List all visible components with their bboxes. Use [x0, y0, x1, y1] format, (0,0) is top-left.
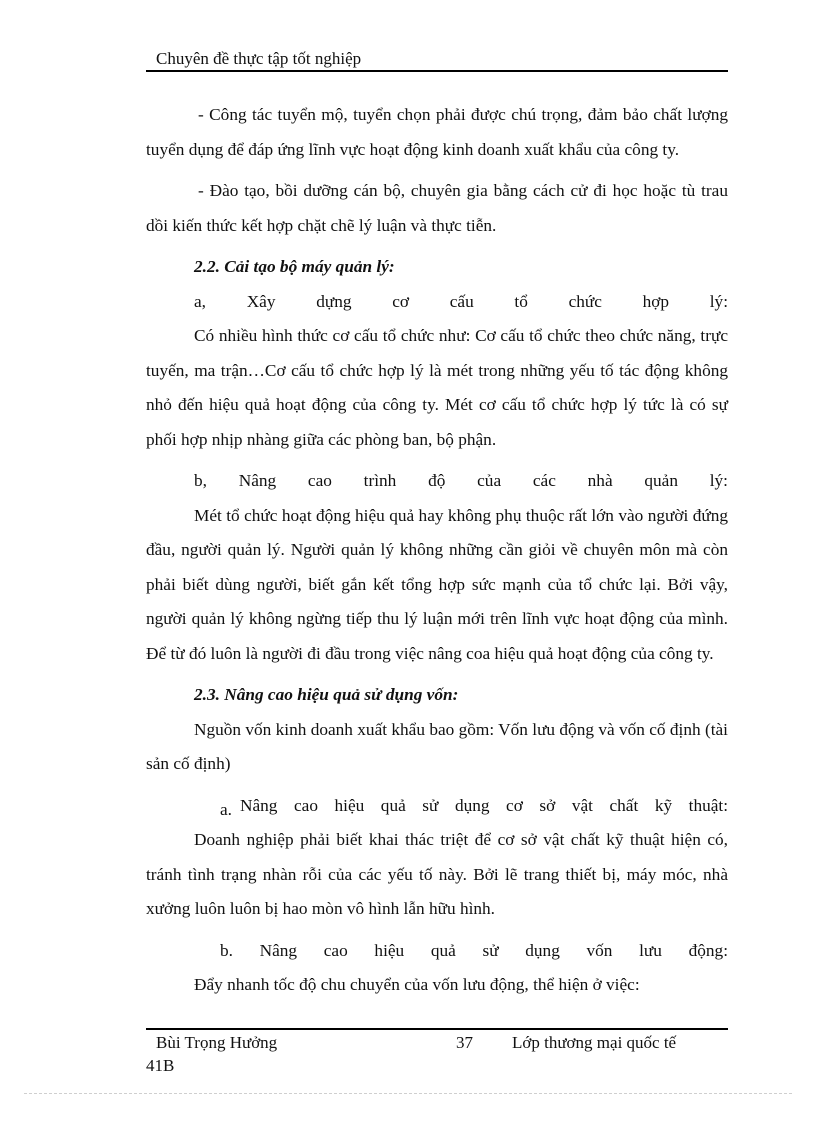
- paragraph-working-capital: Đẩy nhanh tốc độ chu chuyển của vốn lưu động, thể hiện ở việc:: [194, 975, 640, 994]
- footer-class-code: 41B: [146, 1056, 175, 1075]
- footer-rule: [146, 1028, 728, 1030]
- page-edge-dashed-rule: [24, 1093, 792, 1094]
- footer-page-number: 37: [456, 1033, 473, 1052]
- paragraph-structure: Có nhiều hình thức cơ cấu tổ chức như: Cơ cấu tổ chức theo chức năng, trực tuyến, ma trận…Cơ cấu tổ chức hợp lý là mét trong những yếu tố tác động không nhỏ đến hiệu quả hoạt động của công ty. Mét cơ cấu tổ chức hợp lý tức là có sự phối hợp nhịp nhàng giữa các phòng ban, bộ phận.: [146, 326, 728, 449]
- item-a-facilities-text: Nâng cao hiệu quả sử dụng cơ sở vật chất kỹ thuật:: [240, 795, 728, 815]
- section-heading-2-3: 2.3. Nâng cao hiệu quả sử dụng vốn:: [194, 685, 459, 704]
- item-b-managers: b, Nâng cao trình độ của các nhà quản lý:: [194, 471, 728, 490]
- document-body: [146, 98, 728, 1003]
- footer-author: Bùi Trọng Hưởng: [156, 1033, 278, 1052]
- item-a-facilities: [146, 789, 728, 824]
- item-a-marker: a.: [220, 799, 232, 819]
- section-heading-2-2: 2.2. Cải tạo bộ máy quản lý:: [194, 257, 395, 276]
- header-title: Chuyên đề thực tập tốt nghiệp: [156, 49, 362, 68]
- paragraph-training: - Đào tạo, bồi dưỡng cán bộ, chuyên gia bằng cách cử đi học hoặc tù trau dồi kiến thức kết hợp chặt chẽ lý luận và thực tiễn.: [146, 181, 728, 235]
- footer-class-name: Lớp thương mại quốc tế: [512, 1033, 677, 1052]
- header-rule: [146, 70, 728, 72]
- paragraph-managers: Mét tổ chức hoạt động hiệu quả hay không phụ thuộc rất lớn vào người đứng đầu, người quản lý. Người quản lý không những cần giỏi về chuyên môn mà còn phải biết dùng người, biết gắn kết tổng hợp sức mạnh của tổ chức lại. Bởi vậy, người quản lý không ngừng tiếp thu lý luận mới trên lĩnh vực hoạt động của mình. Để từ đó luôn là người đi đầu trong việc nâng coa hiệu quả hoạt động của công ty.: [146, 505, 728, 663]
- item-a-structure: a, Xây dựng cơ cấu tổ chức hợp lý:: [194, 291, 728, 311]
- paragraph-facilities: Doanh nghiệp phải biết khai thác triệt để cơ sở vật chất kỹ thuật hiện có, tránh tình trạng nhàn rỗi của các yếu tố này. Bởi lẽ trang thiết bị, máy móc, nhà xưởng luôn luôn bị hao mòn vô hình lẫn hữu hình.: [146, 830, 728, 918]
- paragraph-capital: Nguồn vốn kinh doanh xuất khẩu bao gồm: Vốn lưu động và vốn cố định (tài sản cố định): [146, 719, 728, 773]
- item-b-working-capital: b. Nâng cao hiệu quả sử dụng vốn lưu động:: [220, 940, 728, 960]
- paragraph-recruitment: - Công tác tuyển mộ, tuyển chọn phải được chú trọng, đảm bảo chất lượng tuyển dụng để đáp ứng lĩnh vực hoạt động kinh doanh xuất khẩu của công ty.: [146, 105, 728, 159]
